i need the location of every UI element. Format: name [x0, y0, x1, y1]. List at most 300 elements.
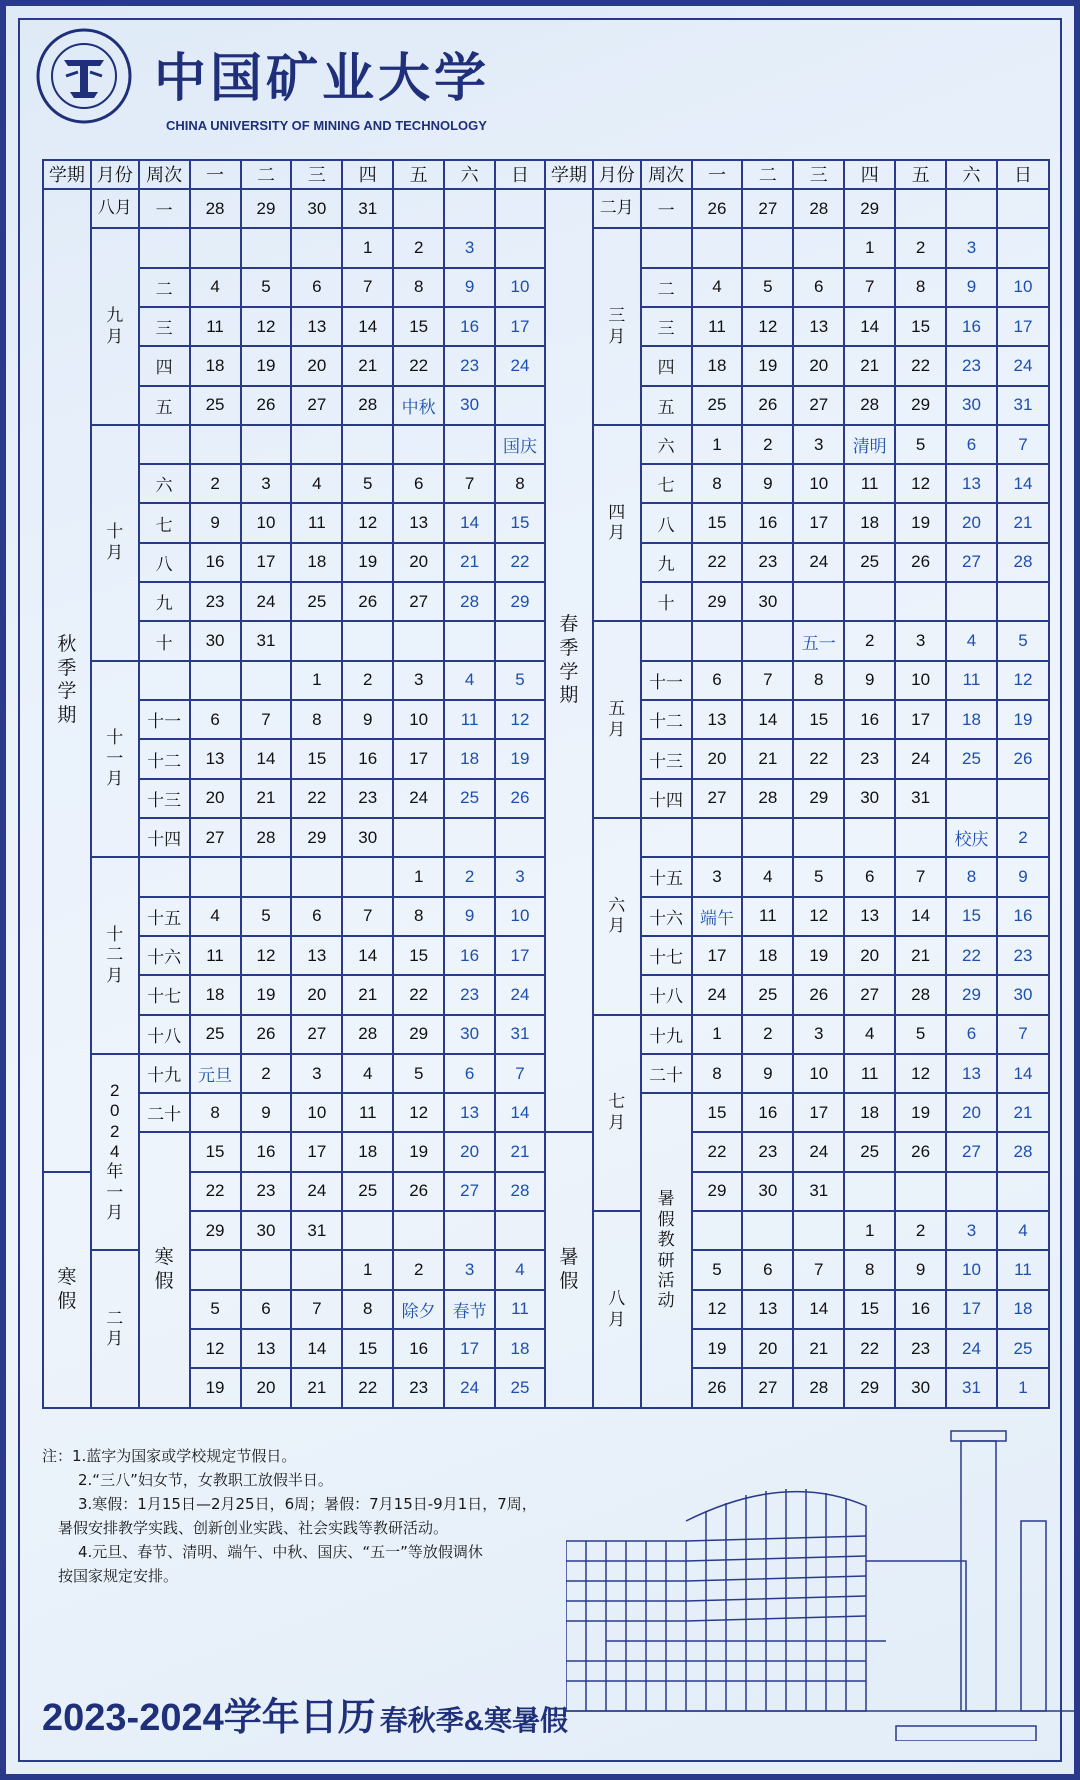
day-cell: 23 — [444, 975, 495, 1014]
span-label-cell: 四 月 — [593, 425, 641, 622]
day-cell: 16 — [444, 307, 495, 346]
day-cell: 11 — [997, 1250, 1049, 1289]
day-cell: 29 — [692, 582, 743, 621]
day-cell: 国庆 — [495, 425, 545, 464]
day-cell: 21 — [241, 779, 292, 818]
day-cell: 28 — [997, 543, 1049, 582]
day-cell: 27 — [190, 818, 241, 857]
week-number-cell: 一 — [641, 189, 692, 228]
day-cell: 元旦 — [190, 1054, 241, 1093]
week-number-cell: 十五 — [641, 857, 692, 896]
day-cell: 29 — [241, 189, 292, 228]
day-cell: 30 — [291, 189, 342, 228]
day-cell: 26 — [895, 1132, 946, 1171]
day-cell: 25 — [291, 582, 342, 621]
header-cell: 三 — [291, 160, 342, 189]
day-cell: 2 — [444, 857, 495, 896]
day-cell: 30 — [895, 1368, 946, 1408]
day-cell: 24 — [393, 779, 444, 818]
day-cell: 18 — [495, 1329, 545, 1368]
university-name-cn: 中国矿业大学 — [154, 48, 491, 109]
day-cell: 13 — [291, 936, 342, 975]
day-cell — [291, 425, 342, 464]
day-cell: 21 — [742, 739, 793, 778]
day-cell: 26 — [997, 739, 1049, 778]
day-cell — [444, 621, 495, 660]
day-cell: 28 — [742, 779, 793, 818]
span-label-cell: 六 月 — [593, 818, 641, 1015]
day-cell — [742, 818, 793, 857]
day-cell: 10 — [895, 661, 946, 700]
day-cell — [895, 582, 946, 621]
day-cell: 29 — [895, 386, 946, 425]
day-cell: 14 — [844, 307, 895, 346]
day-cell: 25 — [844, 1132, 895, 1171]
day-cell: 8 — [793, 661, 844, 700]
day-cell: 5 — [742, 268, 793, 307]
day-cell: 23 — [895, 1329, 946, 1368]
day-cell — [291, 1250, 342, 1289]
day-cell: 18 — [342, 1132, 393, 1171]
day-cell: 1 — [692, 425, 743, 464]
day-cell: 12 — [742, 307, 793, 346]
day-cell — [342, 425, 393, 464]
day-cell: 21 — [342, 346, 393, 385]
day-cell: 6 — [742, 1250, 793, 1289]
day-cell: 28 — [190, 189, 241, 228]
day-cell: 23 — [742, 1132, 793, 1171]
day-cell: 22 — [393, 346, 444, 385]
university-seal-icon — [34, 26, 134, 126]
day-cell — [844, 1172, 895, 1211]
day-cell: 1 — [997, 1368, 1049, 1408]
day-cell: 26 — [692, 1368, 743, 1408]
day-cell: 11 — [190, 307, 241, 346]
day-cell: 19 — [241, 975, 292, 1014]
day-cell — [444, 189, 495, 228]
day-cell: 18 — [291, 543, 342, 582]
day-cell: 1 — [393, 857, 444, 896]
day-cell: 6 — [393, 464, 444, 503]
day-cell: 2 — [241, 1054, 292, 1093]
day-cell: 15 — [692, 1093, 743, 1132]
day-cell: 13 — [946, 1054, 997, 1093]
day-cell: 5 — [895, 1015, 946, 1054]
day-cell: 22 — [291, 779, 342, 818]
day-cell: 13 — [793, 307, 844, 346]
day-cell: 6 — [291, 897, 342, 936]
week-number-cell: 四 — [139, 346, 190, 385]
day-cell: 19 — [895, 1093, 946, 1132]
day-cell: 9 — [946, 268, 997, 307]
day-cell: 24 — [692, 975, 743, 1014]
week-number-cell: 十九 — [641, 1015, 692, 1054]
day-cell: 4 — [444, 661, 495, 700]
span-label-cell: 2 0 2 4 年 一 月 — [91, 1054, 139, 1251]
day-cell: 7 — [342, 897, 393, 936]
day-cell: 13 — [291, 307, 342, 346]
day-cell: 31 — [793, 1172, 844, 1211]
day-cell — [393, 189, 444, 228]
day-cell: 4 — [342, 1054, 393, 1093]
week-number-cell: 三 — [139, 307, 190, 346]
day-cell — [793, 582, 844, 621]
day-cell — [241, 1250, 292, 1289]
week-number-cell: 十 — [139, 621, 190, 660]
week-number-cell: 十二 — [641, 700, 692, 739]
day-cell: 12 — [190, 1329, 241, 1368]
day-cell: 13 — [692, 700, 743, 739]
day-cell — [495, 621, 545, 660]
day-cell: 11 — [844, 1054, 895, 1093]
week-number-cell: 十四 — [139, 818, 190, 857]
span-label-cell: 二月 — [593, 189, 641, 228]
day-cell — [393, 1211, 444, 1250]
day-cell: 31 — [241, 621, 292, 660]
day-cell: 9 — [190, 503, 241, 542]
day-cell: 13 — [844, 897, 895, 936]
day-cell: 22 — [495, 543, 545, 582]
day-cell: 29 — [692, 1172, 743, 1211]
day-cell: 20 — [692, 739, 743, 778]
span-label-cell: 秋 季 学 期 — [43, 189, 91, 1172]
day-cell: 18 — [190, 975, 241, 1014]
day-cell: 17 — [997, 307, 1049, 346]
day-cell: 14 — [997, 1054, 1049, 1093]
day-cell: 29 — [946, 975, 997, 1014]
day-cell: 7 — [342, 268, 393, 307]
day-cell: 14 — [495, 1093, 545, 1132]
day-cell: 25 — [190, 1015, 241, 1054]
day-cell — [241, 425, 292, 464]
day-cell: 31 — [291, 1211, 342, 1250]
day-cell: 27 — [291, 386, 342, 425]
day-cell — [190, 661, 241, 700]
header-cell: 学期 — [43, 160, 91, 189]
day-cell: 15 — [895, 307, 946, 346]
day-cell — [393, 425, 444, 464]
span-label-cell: 二 月 — [91, 1250, 139, 1408]
header-cell: 周次 — [641, 160, 692, 189]
week-number-cell: 五 — [641, 386, 692, 425]
day-cell: 8 — [692, 464, 743, 503]
span-label-cell: 暑 假 教 研 活 动 — [641, 1093, 692, 1408]
day-cell: 19 — [997, 700, 1049, 739]
day-cell: 15 — [393, 307, 444, 346]
day-cell: 10 — [393, 700, 444, 739]
day-cell: 20 — [241, 1368, 292, 1408]
day-cell: 28 — [342, 1015, 393, 1054]
day-cell: 5 — [190, 1290, 241, 1329]
day-cell — [241, 228, 292, 267]
span-label-cell: 七 月 — [593, 1015, 641, 1212]
day-cell — [895, 818, 946, 857]
day-cell: 27 — [692, 779, 743, 818]
day-cell: 9 — [997, 857, 1049, 896]
day-cell: 30 — [742, 1172, 793, 1211]
span-label-cell: 寒 假 — [43, 1172, 91, 1408]
day-cell: 3 — [692, 857, 743, 896]
day-cell — [692, 621, 743, 660]
day-cell: 29 — [393, 1015, 444, 1054]
day-cell: 31 — [342, 189, 393, 228]
day-cell: 13 — [393, 503, 444, 542]
day-cell: 23 — [342, 779, 393, 818]
day-cell: 13 — [946, 464, 997, 503]
day-cell: 2 — [895, 228, 946, 267]
day-cell: 17 — [895, 700, 946, 739]
day-cell: 19 — [393, 1132, 444, 1171]
day-cell: 4 — [495, 1250, 545, 1289]
week-number-cell: 四 — [641, 346, 692, 385]
day-cell: 2 — [393, 1250, 444, 1289]
day-cell: 31 — [946, 1368, 997, 1408]
day-cell: 26 — [241, 1015, 292, 1054]
day-cell — [342, 1211, 393, 1250]
day-cell: 17 — [495, 936, 545, 975]
day-cell — [742, 621, 793, 660]
day-cell: 25 — [997, 1329, 1049, 1368]
day-cell: 1 — [291, 661, 342, 700]
day-cell: 18 — [844, 1093, 895, 1132]
day-cell: 22 — [342, 1368, 393, 1408]
day-cell: 10 — [495, 897, 545, 936]
day-cell: 5 — [393, 1054, 444, 1093]
day-cell: 6 — [241, 1290, 292, 1329]
week-number-cell: 六 — [139, 464, 190, 503]
day-cell: 23 — [997, 936, 1049, 975]
day-cell: 16 — [241, 1132, 292, 1171]
day-cell: 21 — [793, 1329, 844, 1368]
header-cell: 四 — [342, 160, 393, 189]
day-cell: 25 — [692, 386, 743, 425]
day-cell: 24 — [997, 346, 1049, 385]
day-cell: 27 — [946, 543, 997, 582]
week-number-cell: 九 — [641, 543, 692, 582]
day-cell — [495, 1211, 545, 1250]
week-number-cell: 十六 — [641, 897, 692, 936]
day-cell: 2 — [742, 425, 793, 464]
day-cell: 24 — [291, 1172, 342, 1211]
day-cell: 30 — [190, 621, 241, 660]
day-cell: 11 — [190, 936, 241, 975]
day-cell: 20 — [844, 936, 895, 975]
day-cell: 26 — [393, 1172, 444, 1211]
day-cell: 20 — [291, 346, 342, 385]
day-cell: 11 — [946, 661, 997, 700]
day-cell: 28 — [793, 189, 844, 228]
span-label-cell: 春 季 学 期 — [545, 189, 593, 1133]
week-number-cell: 五 — [139, 386, 190, 425]
day-cell: 4 — [692, 268, 743, 307]
day-cell: 3 — [241, 464, 292, 503]
week-number-cell: 二 — [641, 268, 692, 307]
day-cell — [946, 779, 997, 818]
day-cell: 18 — [844, 503, 895, 542]
day-cell: 13 — [444, 1093, 495, 1132]
week-number-cell: 八 — [139, 543, 190, 582]
day-cell: 24 — [495, 346, 545, 385]
day-cell: 4 — [997, 1211, 1049, 1250]
day-cell: 15 — [393, 936, 444, 975]
day-cell: 10 — [793, 464, 844, 503]
day-cell: 2 — [895, 1211, 946, 1250]
day-cell: 10 — [793, 1054, 844, 1093]
day-cell: 8 — [393, 268, 444, 307]
day-cell: 31 — [997, 386, 1049, 425]
day-cell: 11 — [692, 307, 743, 346]
header-cell: 五 — [895, 160, 946, 189]
span-label-cell: 暑 假 — [545, 1132, 593, 1408]
day-cell: 13 — [241, 1329, 292, 1368]
day-cell: 12 — [895, 464, 946, 503]
day-cell — [444, 818, 495, 857]
day-cell: 9 — [241, 1093, 292, 1132]
day-cell: 9 — [742, 1054, 793, 1093]
day-cell: 7 — [997, 425, 1049, 464]
day-cell: 28 — [495, 1172, 545, 1211]
day-cell: 8 — [495, 464, 545, 503]
day-cell: 中秋 — [393, 386, 444, 425]
week-number-cell — [641, 228, 692, 267]
day-cell: 21 — [997, 503, 1049, 542]
day-cell: 1 — [844, 1211, 895, 1250]
day-cell: 6 — [793, 268, 844, 307]
note-line: 注：1.蓝字为国家或学校规定节假日。 — [42, 1447, 297, 1465]
day-cell: 20 — [946, 1093, 997, 1132]
day-cell: 24 — [495, 975, 545, 1014]
day-cell: 3 — [291, 1054, 342, 1093]
day-cell: 8 — [291, 700, 342, 739]
title-main: 2023-2024学年日历 — [42, 1697, 376, 1739]
day-cell: 1 — [692, 1015, 743, 1054]
day-cell — [895, 1172, 946, 1211]
day-cell — [997, 779, 1049, 818]
day-cell: 3 — [444, 1250, 495, 1289]
day-cell: 20 — [946, 503, 997, 542]
day-cell: 1 — [844, 228, 895, 267]
day-cell: 12 — [895, 1054, 946, 1093]
day-cell: 18 — [190, 346, 241, 385]
day-cell: 8 — [895, 268, 946, 307]
header-cell: 一 — [692, 160, 743, 189]
day-cell: 21 — [444, 543, 495, 582]
day-cell: 6 — [946, 425, 997, 464]
day-cell: 6 — [444, 1054, 495, 1093]
day-cell: 15 — [291, 739, 342, 778]
day-cell: 26 — [895, 543, 946, 582]
day-cell: 8 — [692, 1054, 743, 1093]
day-cell: 8 — [844, 1250, 895, 1289]
day-cell: 23 — [946, 346, 997, 385]
day-cell — [495, 189, 545, 228]
day-cell: 12 — [342, 503, 393, 542]
day-cell: 14 — [241, 739, 292, 778]
day-cell — [444, 425, 495, 464]
day-cell: 14 — [342, 307, 393, 346]
day-cell — [997, 1172, 1049, 1211]
day-cell: 27 — [793, 386, 844, 425]
day-cell: 16 — [742, 503, 793, 542]
day-cell: 2 — [342, 661, 393, 700]
day-cell: 5 — [997, 621, 1049, 660]
day-cell — [495, 386, 545, 425]
week-row — [43, 189, 1049, 228]
span-label-cell: 十 月 — [91, 425, 139, 661]
day-cell: 29 — [291, 818, 342, 857]
day-cell: 6 — [692, 661, 743, 700]
day-cell — [844, 818, 895, 857]
day-cell: 10 — [997, 268, 1049, 307]
week-number-cell: 十三 — [139, 779, 190, 818]
day-cell: 24 — [241, 582, 292, 621]
header-cell: 月份 — [593, 160, 641, 189]
day-cell — [742, 1211, 793, 1250]
day-cell: 11 — [444, 700, 495, 739]
day-cell: 21 — [495, 1132, 545, 1171]
day-cell — [393, 818, 444, 857]
week-number-cell: 二十 — [641, 1054, 692, 1093]
day-cell: 19 — [895, 503, 946, 542]
day-cell: 30 — [997, 975, 1049, 1014]
day-cell: 25 — [342, 1172, 393, 1211]
day-cell: 22 — [793, 739, 844, 778]
day-cell: 20 — [793, 346, 844, 385]
day-cell — [793, 1211, 844, 1250]
day-cell: 5 — [895, 425, 946, 464]
day-cell: 7 — [997, 1015, 1049, 1054]
week-number-cell: 三 — [641, 307, 692, 346]
week-number-cell — [139, 857, 190, 896]
day-cell: 29 — [793, 779, 844, 818]
week-number-cell: 九 — [139, 582, 190, 621]
day-cell: 24 — [793, 543, 844, 582]
day-cell: 11 — [742, 897, 793, 936]
day-cell: 9 — [742, 464, 793, 503]
week-number-cell: 二 — [139, 268, 190, 307]
week-number-cell: 七 — [139, 503, 190, 542]
span-label-cell: 十 一 月 — [91, 661, 139, 858]
day-cell: 4 — [190, 268, 241, 307]
day-cell — [495, 818, 545, 857]
day-cell: 4 — [946, 621, 997, 660]
day-cell — [495, 228, 545, 267]
day-cell: 22 — [190, 1172, 241, 1211]
day-cell — [793, 818, 844, 857]
day-cell: 2 — [844, 621, 895, 660]
day-cell: 14 — [742, 700, 793, 739]
week-number-cell: 十八 — [139, 1015, 190, 1054]
week-number-cell: 六 — [641, 425, 692, 464]
day-cell: 30 — [444, 1015, 495, 1054]
day-cell: 18 — [997, 1290, 1049, 1329]
week-row — [43, 1132, 1049, 1171]
day-cell: 16 — [997, 897, 1049, 936]
day-cell: 30 — [241, 1211, 292, 1250]
day-cell: 29 — [190, 1211, 241, 1250]
day-cell: 26 — [692, 189, 743, 228]
week-number-cell: 七 — [641, 464, 692, 503]
day-cell — [291, 228, 342, 267]
day-cell: 16 — [190, 543, 241, 582]
day-cell: 22 — [692, 1132, 743, 1171]
day-cell — [291, 857, 342, 896]
day-cell: 五一 — [793, 621, 844, 660]
span-label-cell: 八 月 — [593, 1211, 641, 1408]
day-cell: 1 — [342, 1250, 393, 1289]
day-cell: 30 — [444, 386, 495, 425]
day-cell: 5 — [692, 1250, 743, 1289]
